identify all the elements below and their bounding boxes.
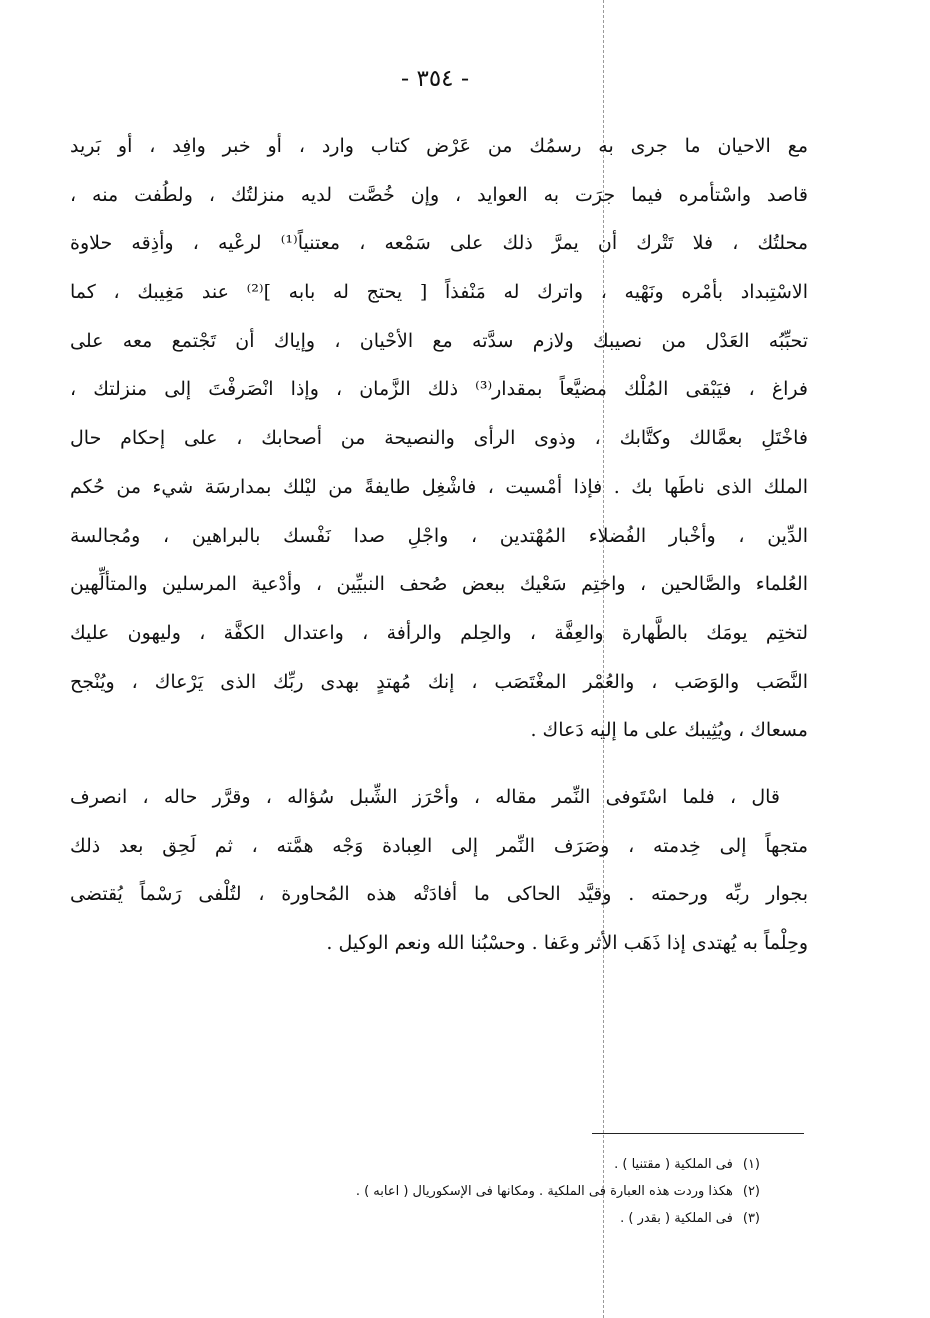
paragraph-gap [70, 755, 808, 773]
footnotes [200, 1151, 760, 1232]
text-line: قاصد واسْتأمره فيما جرَت به العوايد ، وإن خُصَّت لديه منزلتُك ، ولطُفت منه ، [70, 183, 808, 206]
text-line: بجوار ربِّه ورحمته . وقيَّد الحاكى ما أفادَتْه هذه المُحاورة ، لتُلْفى رَسْماً يُقتضى [70, 883, 808, 906]
text-line: فراغ ، فيَبْقى المُلْك مضيَّعاً بمقدار⁽³⁾ ذلك الزَّمان ، وإذا انْصَرفْتَ إلى منزلتك ، [70, 378, 808, 401]
text-line: الدِّين ، وأخْبار الفُضلاء المُهْتدين ، واجْلِ صدا نَفْسك بالبراهين ، ومُجالسة [70, 524, 808, 547]
text-line: متجهاً إلى خِدمته ، وصَرَف النِّمر إلى العِبادة وَجْه همَّته ، ثم لَحِق بعد ذلك [70, 834, 808, 857]
footnote-number: (٣) [742, 1211, 760, 1226]
text-line: لتختِم يومَك بالطَّهارة والعِفَّة ، والحِلم والرأفة ، واعتدال الكفَّة ، وليهون عليك [70, 621, 808, 644]
text-line: قال ، فلما اسْتَوفى النِّمر مقاله ، وأحْرَز الشِّبل سُؤاله ، وقرَّر حاله ، انصرف [70, 785, 780, 808]
footnote-1 [200, 1151, 760, 1178]
body-text [70, 122, 808, 968]
paragraph-1 [70, 122, 808, 755]
footnote-number: (٢) [742, 1184, 760, 1199]
text-line: فاخْتَلِ بعمَّالك وكتَّابك ، وذوى الرأى والنصيحة من أصحابك ، على إحكام حال [70, 427, 808, 450]
footnote-separator [592, 1133, 804, 1134]
paragraph-2 [70, 773, 808, 968]
page-number: - ٣٥٤ - [400, 66, 470, 92]
footnote-text: فى الملكية ( بقدر ) . [620, 1211, 733, 1226]
text-line: مع الاحيان ما جرى به رسمُك من عَرْض كتاب وارد ، أو خبر وافِد ، أو بَريد [70, 135, 808, 157]
text-line: وحِلْماً به يُهتدى إذا ذَهَب الأثر وعَفا . وحسْبُنا الله ونعم الوكيل . [326, 932, 808, 954]
text-line: الاسْتِبداد بأمْره ونَهْيه ، واترك له مَنْفذاً [ يحتج له بابه ]⁽²⁾ عند مَغِيبك ، كما [70, 281, 808, 304]
text-line: النَّصَب والوَصَب ، والعُمْر المغْتَصَب ، إنك مُهتدٍ بهدى ربِّك الذى يَرْعاك ، ويُنْجح [70, 670, 808, 693]
footnote-2 [200, 1178, 760, 1205]
text-line: الملك الذى ناطَها بك . فإذا أمْسيت ، فاشْغِل طايفةً من ليْلك بمدارسَة شيء من حُكم [70, 475, 808, 498]
text-line: تحبِّبُه العَدْل من نصيبك ولازم سدَّته مع الأحْيان ، وإياك أن تَجْتمع معه على [70, 329, 808, 352]
footnote-number: (١) [742, 1157, 760, 1172]
footnote-text: فى الملكية ( مقتنيا ) . [614, 1157, 733, 1172]
footnote-text: هكذا وردت هذه العبارة فى الملكية . ومكانها فى الإسكوريال ( اعابه ) . [355, 1184, 733, 1199]
text-line: مسعاك ، ويُثِيبك على ما إليه دَعاك . [530, 719, 808, 742]
text-line: العُلماء والصَّالحين ، واختِم سَعْيك ببعض صُحف النبيِّين ، وأدْعية المرسلين والمتألِّهين [70, 573, 808, 596]
text-line: محلتُك ، فلا تَتْرك أن يمرَّ ذلك على سَمْعه ، معتنياً⁽¹⁾ لرعْيه ، وأذِقه حلاوة [70, 232, 808, 255]
footnote-3 [200, 1205, 760, 1232]
